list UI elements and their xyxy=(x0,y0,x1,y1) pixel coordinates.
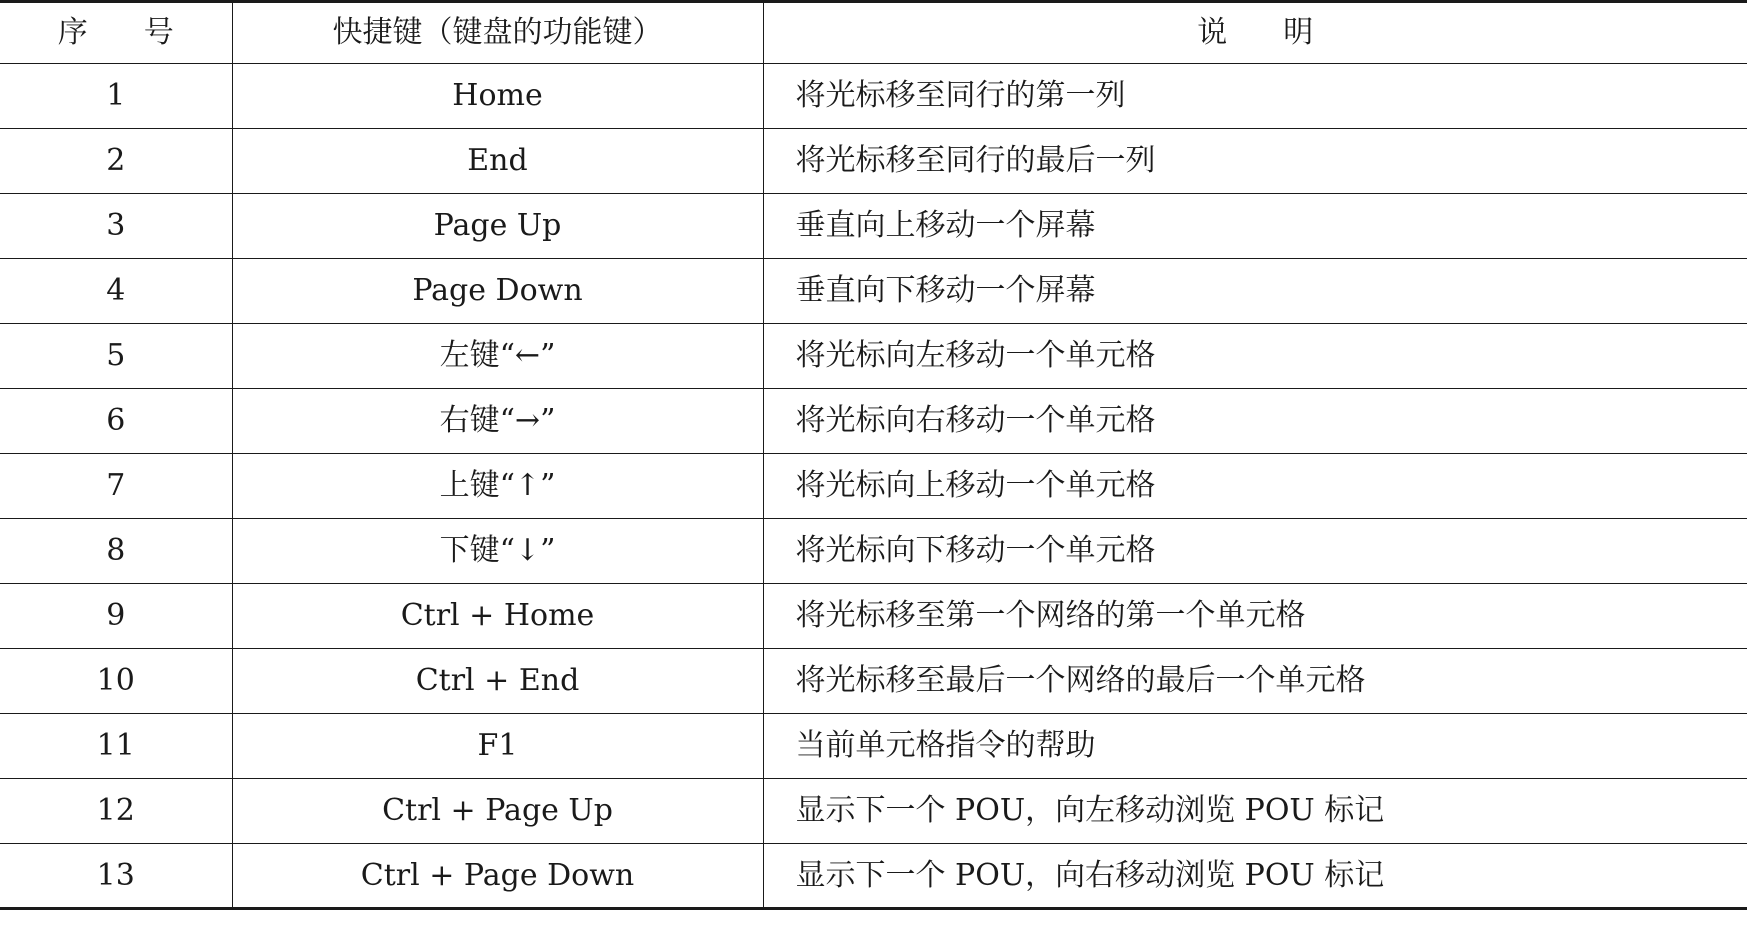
table-row xyxy=(0,64,1747,129)
row-key: End xyxy=(232,129,763,194)
table-row xyxy=(0,259,1747,324)
row-description: 将光标向下移动一个单元格 xyxy=(763,519,1747,584)
row-index: 7 xyxy=(0,454,232,519)
header-index xyxy=(0,2,232,64)
row-description: 将光标向左移动一个单元格 xyxy=(763,324,1747,389)
table-row xyxy=(0,649,1747,714)
row-index: 6 xyxy=(0,389,232,454)
row-index: 4 xyxy=(0,259,232,324)
row-index: 2 xyxy=(0,129,232,194)
row-description: 当前单元格指令的帮助 xyxy=(763,714,1747,779)
row-key: 上键“↑” xyxy=(232,454,763,519)
table-row xyxy=(0,194,1747,259)
row-key: Ctrl + Page Down xyxy=(232,844,763,909)
row-description: 将光标移至同行的最后一列 xyxy=(763,129,1747,194)
row-description: 显示下一个 POU，向左移动浏览 POU 标记 xyxy=(763,779,1747,844)
row-key: Ctrl + Page Up xyxy=(232,779,763,844)
row-key: Ctrl + End xyxy=(232,649,763,714)
row-index: 5 xyxy=(0,324,232,389)
header-index-char-2: 号 xyxy=(143,15,174,50)
row-key: 左键“←” xyxy=(232,324,763,389)
table-header xyxy=(0,2,1747,64)
row-index: 3 xyxy=(0,194,232,259)
row-index: 8 xyxy=(0,519,232,584)
header-desc-char-1: 说 xyxy=(1197,15,1228,50)
header-description xyxy=(763,2,1747,64)
header-key: 快捷键（键盘的功能键） xyxy=(232,2,763,64)
row-key: 下键“↓” xyxy=(232,519,763,584)
row-key: F1 xyxy=(232,714,763,779)
row-description: 将光标向上移动一个单元格 xyxy=(763,454,1747,519)
row-description: 显示下一个 POU，向右移动浏览 POU 标记 xyxy=(763,844,1747,909)
table-body xyxy=(0,64,1747,909)
table-row xyxy=(0,779,1747,844)
row-key: Page Up xyxy=(232,194,763,259)
header-desc-char-2: 明 xyxy=(1283,15,1314,50)
row-description: 将光标向右移动一个单元格 xyxy=(763,389,1747,454)
row-index: 10 xyxy=(0,649,232,714)
row-key: Page Down xyxy=(232,259,763,324)
table-row xyxy=(0,584,1747,649)
row-index: 11 xyxy=(0,714,232,779)
row-index: 9 xyxy=(0,584,232,649)
table-row xyxy=(0,129,1747,194)
row-description: 将光标移至同行的第一列 xyxy=(763,64,1747,129)
table-row xyxy=(0,844,1747,909)
row-description: 将光标移至最后一个网络的最后一个单元格 xyxy=(763,649,1747,714)
row-index: 1 xyxy=(0,64,232,129)
table-row xyxy=(0,454,1747,519)
row-index: 12 xyxy=(0,779,232,844)
header-row xyxy=(0,2,1747,64)
table-row xyxy=(0,324,1747,389)
row-description: 将光标移至第一个网络的第一个单元格 xyxy=(763,584,1747,649)
row-index: 13 xyxy=(0,844,232,909)
row-key: Home xyxy=(232,64,763,129)
row-description: 垂直向上移动一个屏幕 xyxy=(763,194,1747,259)
row-key: 右键“→” xyxy=(232,389,763,454)
table-row xyxy=(0,389,1747,454)
table-row xyxy=(0,519,1747,584)
row-key: Ctrl + Home xyxy=(232,584,763,649)
header-index-char-1: 序 xyxy=(57,15,88,50)
row-description: 垂直向下移动一个屏幕 xyxy=(763,259,1747,324)
table-row xyxy=(0,714,1747,779)
